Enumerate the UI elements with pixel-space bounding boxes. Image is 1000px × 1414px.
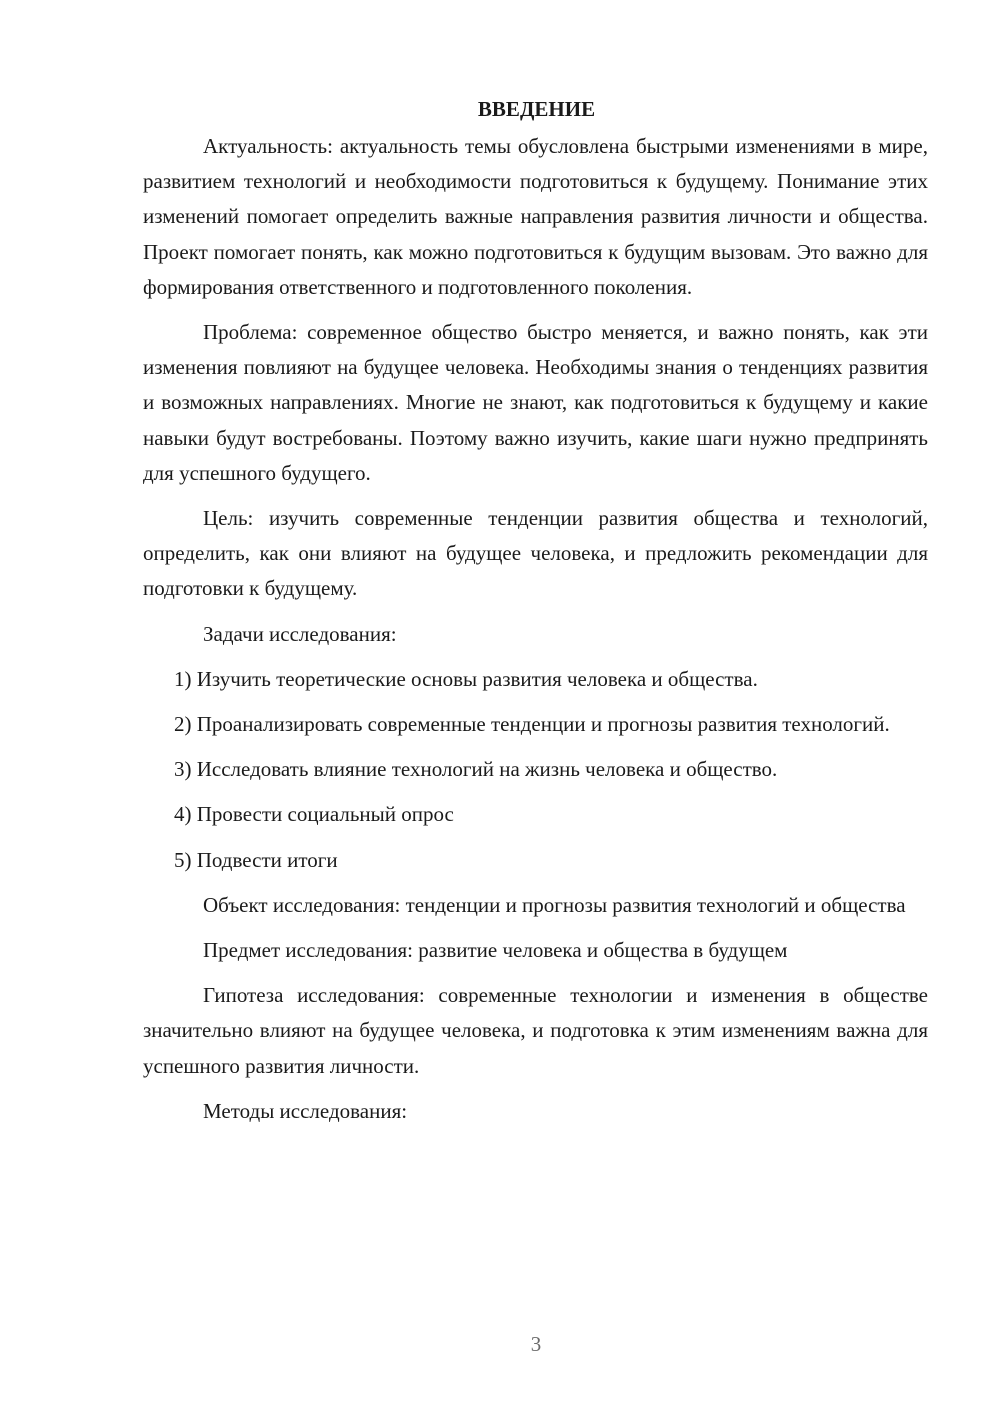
paragraph-methods: Методы исследования: bbox=[203, 1098, 408, 1123]
task-item-3: 3) Исследовать влияние технологий на жизнь человека и общество. bbox=[174, 757, 778, 782]
page-title: ВВЕДЕНИЕ bbox=[477, 97, 596, 121]
document-page bbox=[143, 92, 928, 1139]
task-item-1: 1) Изучить теоретические основы развития человека и общества. bbox=[174, 666, 758, 691]
paragraph-subject: Предмет исследования: развитие человека и общества в будущем bbox=[203, 938, 788, 963]
paragraph-relevance: Актуальность: актуальность темы обусловлена быстрыми изменениями в мире, развитием технологий и необходимости подготовиться к будущему. Понимание этих изменений помогает определить важные направления развития личности и общества. Проект помогает понять, как можно подготовиться к будущим вызовам. Это важно для формирования ответственного и подготовленного поколения. bbox=[143, 134, 928, 299]
paragraph-problem: Проблема: современное общество быстро меняется, и важно понять, как эти изменения повлияют на будущее человека. Необходимы знания о тенденциях развития и возможных направлениях. Многие не знают, как подготовиться к будущему и какие навыки будут востребованы. Поэтому важно изучить, какие шаги нужно предпринять для успешного будущего. bbox=[143, 320, 928, 485]
task-item-2: 2) Проанализировать современные тенденции и прогнозы развития технологий. bbox=[174, 712, 890, 737]
paragraph-goal: Цель: изучить современные тенденции развития общества и технологий, определить, как они влияют на будущее человека, и предложить рекомендации для подготовки к будущему. bbox=[143, 506, 928, 601]
paragraph-tasks-heading: Задачи исследования: bbox=[203, 621, 397, 646]
paragraph-hypothesis: Гипотеза исследования: современные технологии и изменения в обществе значительно влияют на будущее человека, и подготовка к этим изменениям важна для успешного развития личности. bbox=[143, 983, 928, 1078]
paragraph-object: Объект исследования: тенденции и прогнозы развития технологий и общества bbox=[203, 892, 906, 917]
page-number: 3 bbox=[530, 1332, 542, 1356]
task-item-4: 4) Провести социальный опрос bbox=[174, 802, 454, 827]
task-item-5: 5) Подвести итоги bbox=[174, 847, 338, 872]
